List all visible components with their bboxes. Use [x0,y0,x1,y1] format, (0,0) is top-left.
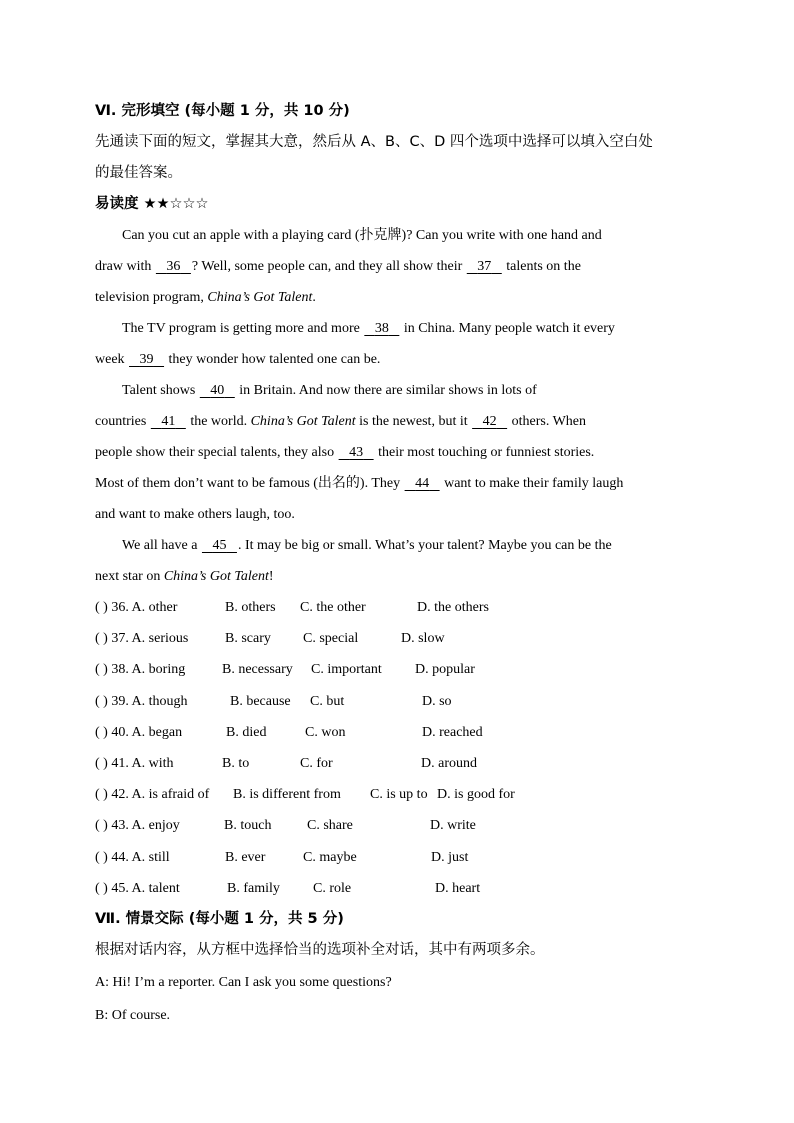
option-c[interactable]: C. important [311,662,382,678]
section-7-instruction: 根据对话内容，从方框中选择恰当的选项补全对话，其中有两项多余。 [95,941,545,958]
blank-36[interactable]: 36 [166,259,181,274]
option-a[interactable]: ( ) 38. A. boring [95,662,186,678]
passage-line [95,530,705,561]
option-b[interactable]: B. others [225,600,276,615]
dialog-line-b: B: Of course. [95,1007,171,1023]
option-a[interactable]: ( ) 45. A. talent [95,880,180,896]
passage-text: is the newest, but it [355,414,472,429]
option-b[interactable]: B. died [226,724,267,740]
show-name: China’s Got Talent [163,569,269,584]
passage-text: in China. Many people watch it every [400,321,615,336]
option-b[interactable]: B. because [230,693,291,709]
option-a[interactable]: ( ) 41. A. with [95,755,174,771]
blank-42[interactable]: 42 [482,414,497,429]
option-row-41 [95,748,705,779]
passage-text: in Britain. And now there are similar shows in lots of [235,383,537,398]
passage-text: The TV program is getting more and more [122,321,364,336]
blank-43[interactable]: 43 [349,445,364,460]
option-a[interactable]: ( ) 40. A. began [95,724,183,740]
blank-44[interactable]: 44 [415,476,430,491]
section-7-title: Ⅶ. 情景交际 (每小题 1 分，共 5 分) [95,910,344,927]
passage-text: next star on [95,569,164,584]
passage-text: others. When [508,414,587,429]
passage-text: talents on the [502,259,581,274]
section-6-instruction-line-2: 的最佳答案。 [95,165,182,181]
exam-page [95,96,705,1032]
option-a[interactable]: ( ) 37. A. serious [95,631,189,647]
option-b[interactable]: B. touch [224,818,272,834]
passage-line [95,313,705,344]
option-d[interactable]: D. the others [417,600,489,615]
passage-text: their most touching or funniest stories. [374,445,595,460]
option-row-37 [95,623,705,654]
blank-40[interactable]: 40 [210,383,225,398]
option-c[interactable]: C. share [307,818,353,834]
passage-text: television program, [95,290,208,305]
option-b[interactable]: B. necessary [222,662,293,678]
passage-text: Can you cut an apple with a playing card (扑克牌)? Can you write with one hand and [122,228,602,243]
option-row-36 [95,592,705,623]
section-6-title: Ⅵ. 完形填空 (每小题 1 分，共 10 分) [95,103,350,119]
passage-line [95,282,705,313]
passage-line [95,344,705,375]
option-d[interactable]: D. just [431,849,469,865]
option-row-40 [95,717,705,748]
option-d[interactable]: D. so [422,693,452,709]
option-b[interactable]: B. family [227,880,280,896]
option-d[interactable]: D. slow [401,631,445,647]
option-c[interactable]: C. role [313,880,352,896]
passage-text: draw with [95,259,155,274]
passage-text: Most of them don’t want to be famous (出名的). They [95,476,404,491]
option-a[interactable]: ( ) 36. A. other [95,600,178,615]
passage-text: the world. [186,414,251,429]
option-a[interactable]: ( ) 44. A. still [95,849,170,865]
show-name: China’s Got Talent [207,290,313,305]
option-a[interactable]: ( ) 43. A. enjoy [95,818,180,834]
option-c[interactable]: C. for [300,755,333,771]
passage-line [95,499,705,530]
option-b[interactable]: B. is different from [233,787,341,803]
passage-line [95,561,705,592]
blank-37[interactable]: 37 [477,259,492,274]
option-row-42 [95,779,705,810]
option-row-43 [95,810,705,841]
passage-text: ! [268,569,274,584]
option-d[interactable]: D. write [430,818,476,834]
passage-text: want to make their family laugh [440,476,624,491]
passage-text: ? Well, some people can, and they all show their [191,259,466,274]
passage-line [95,251,705,282]
passage-text: people show their special talents, they also [95,445,338,460]
option-c[interactable]: C. but [310,693,345,709]
dialog-line-a: A: Hi! I’m a reporter. Can I ask you some questions? [95,974,392,990]
blank-41[interactable]: 41 [161,414,176,429]
option-b[interactable]: B. to [222,755,250,771]
difficulty-rating: 易读度 ★★☆☆☆ [95,196,209,212]
passage-text: they wonder how talented one can be. [165,352,381,367]
passage-text: and want to make others laugh, too. [95,507,295,522]
passage-line [95,437,705,468]
option-c[interactable]: C. special [303,631,359,647]
option-row-39 [95,686,705,717]
option-d[interactable]: D. around [421,755,477,771]
options-list [95,592,705,904]
option-b[interactable]: B. scary [225,631,271,647]
option-d[interactable]: D. popular [415,662,475,678]
option-d[interactable]: D. reached [422,724,483,740]
passage-line [95,406,705,437]
blank-39[interactable]: 39 [139,352,154,367]
option-row-38 [95,654,705,685]
blank-45[interactable]: 45 [212,538,227,553]
option-d[interactable]: D. is good for [437,787,515,803]
option-d[interactable]: D. heart [435,880,481,896]
option-row-45 [95,873,705,904]
passage-text: week [95,352,129,367]
option-c[interactable]: C. is up to [370,787,428,803]
option-c[interactable]: C. won [305,724,346,740]
blank-38[interactable]: 38 [374,321,389,336]
cloze-passage [95,220,705,592]
passage-text: countries [95,414,150,429]
passage-line [95,375,705,406]
passage-text: . It may be big or small. What’s your talent? Maybe you can be the [237,538,612,553]
option-c[interactable]: C. the other [300,600,366,615]
section-6-instruction-line-1: 先通读下面的短文，掌握其大意，然后从 A、B、C、D 四个选项中选择可以填入空白处 [95,134,653,150]
option-b[interactable]: B. ever [225,849,266,865]
passage-text: Talent shows [122,383,199,398]
option-c[interactable]: C. maybe [303,849,357,865]
passage-text: We all have a [122,538,201,553]
option-row-44 [95,842,705,873]
passage-text: . [312,290,316,305]
passage-line [95,220,705,251]
option-a[interactable]: ( ) 39. A. though [95,693,188,709]
option-a[interactable]: ( ) 42. A. is afraid of [95,787,210,803]
show-name: China’s Got Talent [250,414,356,429]
passage-line [95,468,705,499]
